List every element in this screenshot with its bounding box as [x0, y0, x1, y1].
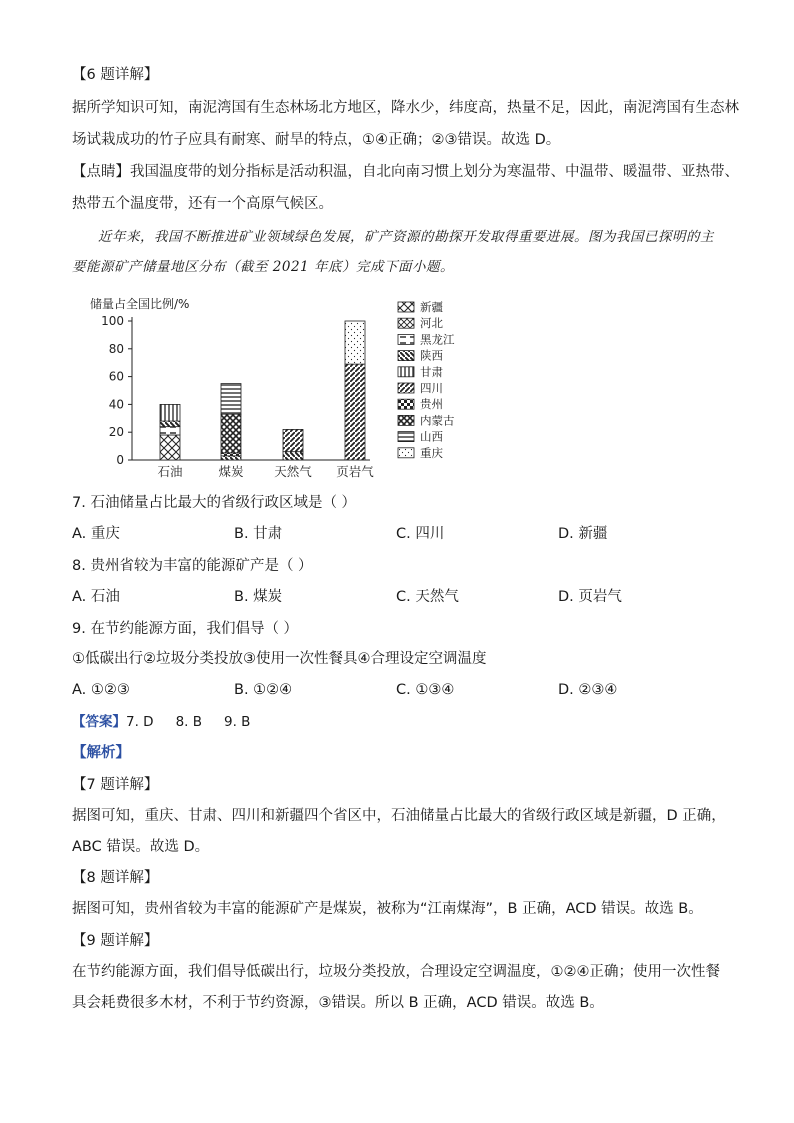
q9-detail-header: 【9 题详解】 [72, 933, 159, 949]
legend-label: 四川 [420, 381, 443, 395]
tip-line1 [72, 162, 739, 182]
x-tick-label: 页岩气 [336, 464, 374, 479]
legend-label: 内蒙古 [420, 413, 455, 428]
bar-segment [160, 421, 180, 427]
q9-option-b[interactable]: B. ①②④ [234, 682, 293, 698]
legend-swatch [398, 383, 414, 393]
legend-label: 重庆 [420, 445, 443, 460]
q7-detail-header: 【7 题详解】 [72, 777, 159, 793]
legend-swatch [398, 399, 414, 409]
q8-detail-line1: 据图可知，贵州省较为丰富的能源矿产是煤炭，被称为“江南煤海”，B 正确，ACD 错误。故选 B。 [72, 901, 703, 917]
legend-swatch [398, 334, 414, 344]
q7-detail-line1: 据图可知，重庆、甘肃、四川和新疆四个省区中，石油储量占比最大的省级行政区域是新疆，D 正确， [72, 808, 726, 824]
bar-segment [160, 404, 180, 421]
legend-swatch [398, 351, 414, 361]
legend-swatch [398, 415, 414, 425]
q9-detail-line2: 具会耗费很多木材，不利于节约资源，③错误。所以 B 正确，ACD 错误。故选 B。 [72, 995, 604, 1011]
q9-items: ①低碳出行②垃圾分类投放③使用一次性餐具④合理设定空调温度 [72, 651, 487, 667]
q8-stem: 8. 贵州省较为丰富的能源矿产是（ ） [72, 558, 313, 574]
bar-segment [221, 453, 241, 456]
x-tick-label: 天然气 [274, 464, 312, 479]
q7-option-c[interactable]: C. 四川 [396, 526, 445, 542]
legend-swatch [398, 302, 414, 312]
answer-8: 8. B [175, 714, 203, 730]
answer-9: 9. B [224, 714, 251, 730]
intro-line1: 近年来，我国不断推进矿业领域绿色发展，矿产资源的勘探开发取得重要进展。图为我国已探明的主 [98, 229, 714, 245]
q8-option-d[interactable]: D. 页岩气 [558, 589, 622, 605]
bar-segment [221, 384, 241, 415]
bar-segment [221, 456, 241, 460]
q7-option-b[interactable]: B. 甘肃 [234, 526, 283, 542]
q7-detail-line2: ABC 错误。故选 D。 [72, 839, 210, 855]
bar-segment [283, 452, 303, 460]
bar-segment [283, 429, 303, 451]
q7-option-a[interactable]: A. 重庆 [72, 526, 120, 542]
q9-detail-line1: 在节约能源方面，我们倡导低碳出行，垃圾分类投放，合理设定空调温度，①②④正确；使用一次性餐 [72, 964, 720, 980]
bar-segment [221, 414, 241, 453]
bar-segment [160, 435, 180, 460]
chart-ylabel: 储量占全国比例/% [90, 297, 190, 311]
q8-option-a[interactable]: A. 石油 [72, 589, 120, 605]
analysis-label: 【解析】 [72, 745, 130, 761]
chart-legend [398, 300, 455, 460]
tip-line2: 热带五个温度带，还有一个高原气候区。 [72, 196, 333, 212]
energy-reserves-chart [80, 292, 480, 484]
legend-label: 贵州 [420, 397, 443, 412]
legend-label: 甘肃 [420, 364, 443, 379]
bar-segment [345, 364, 365, 460]
q9-stem: 9. 在节约能源方面，我们倡导（ ） [72, 621, 299, 637]
y-tick-label: 20 [108, 425, 124, 440]
answer-line [72, 712, 250, 732]
intro-line2: 要能源矿产储量地区分布（截至 2021 年底）完成下面小题。 [72, 259, 454, 275]
q9-option-a[interactable]: A. ①②③ [72, 682, 130, 698]
legend-label: 山西 [420, 429, 443, 444]
x-tick-label: 煤炭 [218, 464, 244, 479]
y-tick-label: 60 [108, 369, 124, 384]
legend-label: 新疆 [420, 300, 443, 314]
x-tick-label: 石油 [157, 464, 183, 479]
q8-detail-header: 【8 题详解】 [72, 870, 159, 886]
q7-stem: 7. 石油储量占比最大的省级行政区域是（ ） [72, 495, 357, 511]
y-tick-label: 80 [108, 341, 124, 356]
q9-option-c[interactable]: C. ①③④ [396, 682, 455, 698]
legend-swatch [398, 448, 414, 458]
legend-label: 河北 [420, 316, 443, 331]
legend-swatch [398, 432, 414, 442]
q6-text-line1: 据所学知识可知，南泥湾国有生态林场北方地区，降水少，纬度高，热量不足，因此，南泥湾国有生态林 [72, 100, 739, 116]
q9-option-d[interactable]: D. ②③④ [558, 682, 618, 698]
bar-segment [345, 321, 365, 364]
tip-text1: 我国温度带的划分指标是活动积温，自北向南习惯上划分为寒温带、中温带、暖温带、亚热带、 [130, 164, 739, 180]
legend-swatch [398, 367, 414, 377]
y-tick-label: 100 [101, 314, 124, 328]
q6-text-line2: 场试栽成功的竹子应具有耐寒、耐旱的特点，①④正确；②③错误。故选 D。 [72, 132, 561, 148]
legend-label: 陕西 [420, 348, 443, 363]
y-tick-label: 40 [108, 397, 124, 412]
q7-option-d[interactable]: D. 新疆 [558, 526, 608, 542]
y-tick-label: 0 [116, 453, 124, 467]
q6-header: 【6 题详解】 [72, 67, 159, 83]
legend-swatch [398, 318, 414, 328]
chart-bars [160, 321, 365, 460]
q8-option-b[interactable]: B. 煤炭 [234, 589, 283, 605]
tip-label: 【点睛】 [72, 164, 130, 180]
answer-label: 【答案】 [72, 714, 126, 730]
q8-option-c[interactable]: C. 天然气 [396, 589, 459, 605]
answer-7: 7. D [126, 714, 154, 730]
bar-segment [160, 427, 180, 435]
legend-label: 黑龙江 [420, 332, 455, 347]
